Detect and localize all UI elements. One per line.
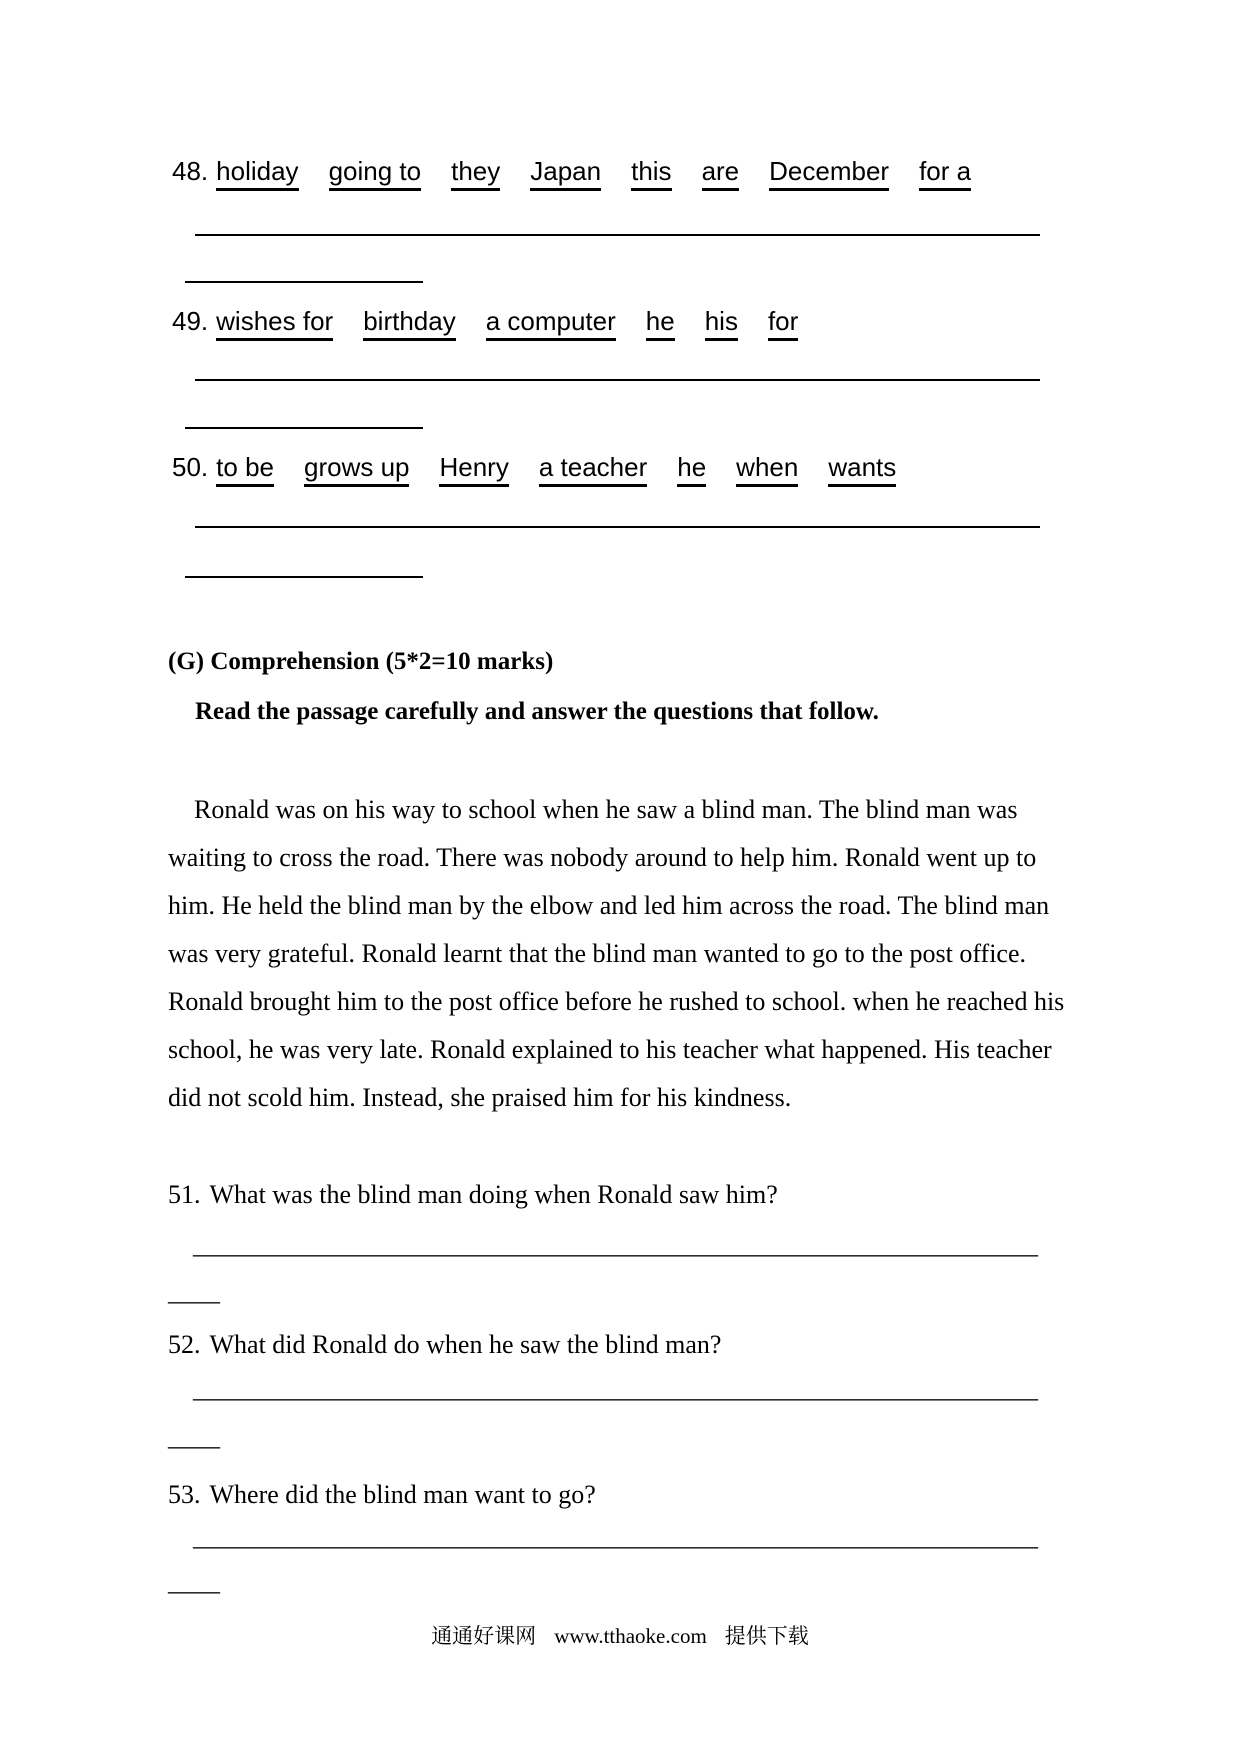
comprehension-question-51 (168, 1180, 778, 1210)
word-tile: a teacher (539, 452, 647, 487)
word-tile: Henry (439, 452, 508, 487)
word-tile: for a (919, 156, 971, 191)
passage-line: Ronald brought him to the post office before he rushed to school. when he reached his (168, 987, 1065, 1016)
passage-line: Ronald was on his way to school when he saw a blind man. The blind man was (194, 795, 1018, 824)
answer-line-long (195, 526, 1040, 528)
word-tile: for (768, 306, 798, 341)
word-tile: a computer (486, 306, 616, 341)
passage-line: him. He held the blind man by the elbow and led him across the road. The blind man (168, 891, 1050, 920)
answer-line-short (185, 281, 423, 283)
answer-underscore-line-short: ____ (168, 1567, 220, 1596)
answer-underscore-line: _________________________________________________________________ (193, 1522, 1038, 1551)
question-number: 48. (172, 156, 209, 186)
comprehension-question-52 (168, 1330, 721, 1360)
word-tile: he (677, 452, 706, 487)
passage-line: waiting to cross the road. There was nobody around to help him. Ronald went up to (168, 843, 1037, 872)
reading-passage (168, 786, 1065, 1122)
question-number: 53. (168, 1480, 201, 1509)
word-tile: he (646, 306, 675, 341)
question-number: 49. (172, 306, 209, 336)
answer-underscore-line-short: ____ (168, 1422, 220, 1451)
word-tile: when (736, 452, 798, 487)
question-text: Where did the blind man want to go? (209, 1480, 596, 1509)
word-tile: this (631, 156, 671, 191)
section-heading: (G) Comprehension (5*2=10 marks) (168, 648, 554, 675)
answer-line-long (195, 379, 1040, 381)
rearrange-question-50 (172, 452, 896, 487)
answer-line-short (185, 576, 423, 578)
question-number: 52. (168, 1330, 201, 1359)
passage-line: school, he was very late. Ronald explained to his teacher what happened. His teacher (168, 1035, 1052, 1064)
section-instruction: Read the passage carefully and answer the questions that follow. (195, 698, 879, 725)
word-tile: his (705, 306, 738, 341)
answer-underscore-line-short: ____ (168, 1277, 220, 1306)
question-text: What did Ronald do when he saw the blind man? (209, 1330, 722, 1359)
passage-line: did not scold him. Instead, she praised him for his kindness. (168, 1083, 792, 1112)
word-tile: December (769, 156, 889, 191)
question-text: What was the blind man doing when Ronald saw him? (209, 1180, 778, 1209)
word-tile: Japan (530, 156, 601, 191)
word-tile: wishes for (216, 306, 333, 341)
word-tile: birthday (363, 306, 456, 341)
footer-url: www.tthaoke.com (554, 1624, 707, 1648)
word-tile: are (702, 156, 740, 191)
answer-underscore-line: _________________________________________________________________ (193, 1230, 1038, 1259)
word-tile: wants (828, 452, 896, 487)
word-tile: going to (329, 156, 422, 191)
page-footer (0, 1620, 1240, 1650)
answer-line-short (185, 427, 423, 429)
passage-line: was very grateful. Ronald learnt that the blind man wanted to go to the post office. (168, 939, 1027, 968)
rearrange-question-49 (172, 306, 798, 341)
question-number: 51. (168, 1180, 201, 1209)
word-tile: to be (216, 452, 274, 487)
rearrange-question-48 (172, 156, 971, 191)
comprehension-question-53 (168, 1480, 596, 1510)
word-tile: they (451, 156, 500, 191)
word-tile: holiday (216, 156, 298, 191)
answer-line-long (195, 234, 1040, 236)
answer-underscore-line: _________________________________________________________________ (193, 1374, 1038, 1403)
footer-suffix: 提供下载 (724, 1624, 809, 1648)
question-number: 50. (172, 452, 209, 482)
footer-site-name: 通通好课网 (431, 1624, 537, 1648)
word-tile: grows up (304, 452, 410, 487)
